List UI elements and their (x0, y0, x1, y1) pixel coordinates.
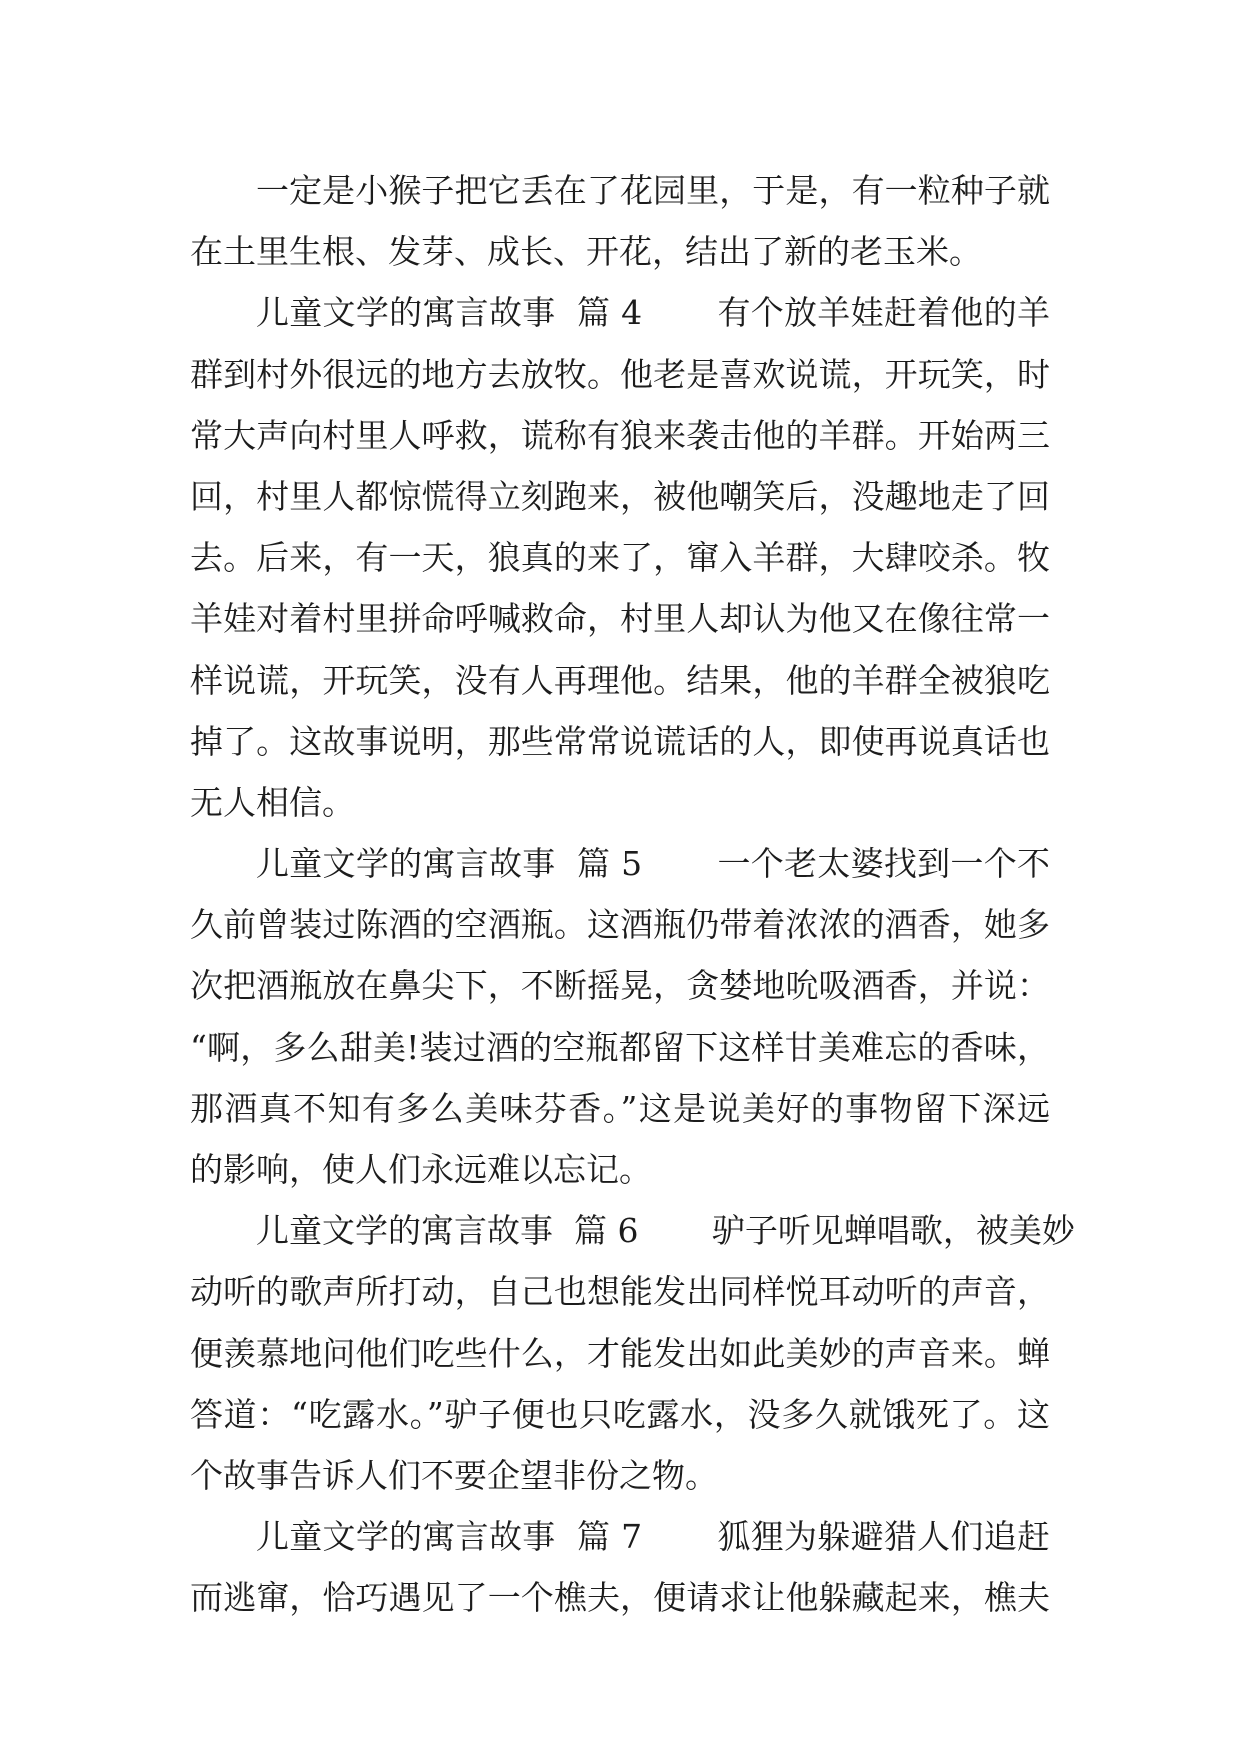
text-line: 答道：“吃露水。”驴子便也只吃露水，没多久就饿死了。这 (190, 1394, 1050, 1434)
text-line: 掉了。这故事说明，那些常常说谎话的人，即使再说真话也 (190, 721, 1050, 761)
document-body (190, 160, 1075, 1629)
text-line: 的影响，使人们永远难以忘记。 (190, 1150, 652, 1189)
text-line: 久前曾装过陈酒的空酒瓶。这酒瓶仍带着浓浓的酒香，她多 (190, 905, 1050, 945)
text-line: 群到村外很远的地方去放牧。他老是喜欢说谎，开玩笑，时 (190, 354, 1050, 394)
text-line: 回，村里人都惊慌得立刻跑来，被他嘲笑后，没趣地走了回 (190, 476, 1050, 516)
text-line: 儿童文学的寓言故事 篇 6 驴子听见蝉唱歌，被美妙 (256, 1211, 1075, 1251)
text-line: 动听的歌声所打动，自己也想能发出同样悦耳动听的声音， (190, 1272, 1050, 1312)
text-line: 去。后来，有一天，狼真的来了，窜入羊群，大肆咬杀。牧 (190, 538, 1050, 578)
text-line: 在土里生根、发芽、成长、开花，结出了新的老玉米。 (190, 232, 982, 272)
text-line: 儿童文学的寓言故事 篇 4 有个放羊娃赶着他的羊 (256, 293, 1050, 333)
text-line: 儿童文学的寓言故事 篇 5 一个老太婆找到一个不 (256, 844, 1050, 884)
text-line: 一定是小猴子把它丢在了花园里，于是，有一粒种子就 (256, 171, 1050, 210)
text-line: 儿童文学的寓言故事 篇 7 狐狸为躲避猎人们追赶 (256, 1517, 1050, 1557)
text-line: 样说谎，开玩笑，没有人再理他。结果，他的羊群全被狼吃 (190, 660, 1050, 700)
text-line: 而逃窜，恰巧遇见了一个樵夫，便请求让他躲藏起来，樵夫 (190, 1578, 1050, 1618)
text-line: 便羡慕地问他们吃些什么，才能发出如此美妙的声音来。蝉 (190, 1333, 1050, 1373)
text-line: 常大声向村里人呼救，谎称有狼来袭击他的羊群。开始两三 (190, 415, 1050, 455)
text-line: 个故事告诉人们不要企望非份之物。 (190, 1455, 718, 1495)
text-line: 羊娃对着村里拼命呼喊救命，村里人却认为他又在像往常一 (190, 599, 1050, 639)
text-line: “啊，多么甜美!装过酒的空瓶都留下这样甘美难忘的香味， (190, 1027, 1050, 1067)
text-line: 次把酒瓶放在鼻尖下，不断摇晃，贪婪地吮吸酒香，并说： (190, 966, 1050, 1006)
text-line: 那酒真不知有多么美味芬香。”这是说美好的事物留下深远 (190, 1088, 1050, 1128)
text-line: 无人相信。 (190, 782, 355, 822)
